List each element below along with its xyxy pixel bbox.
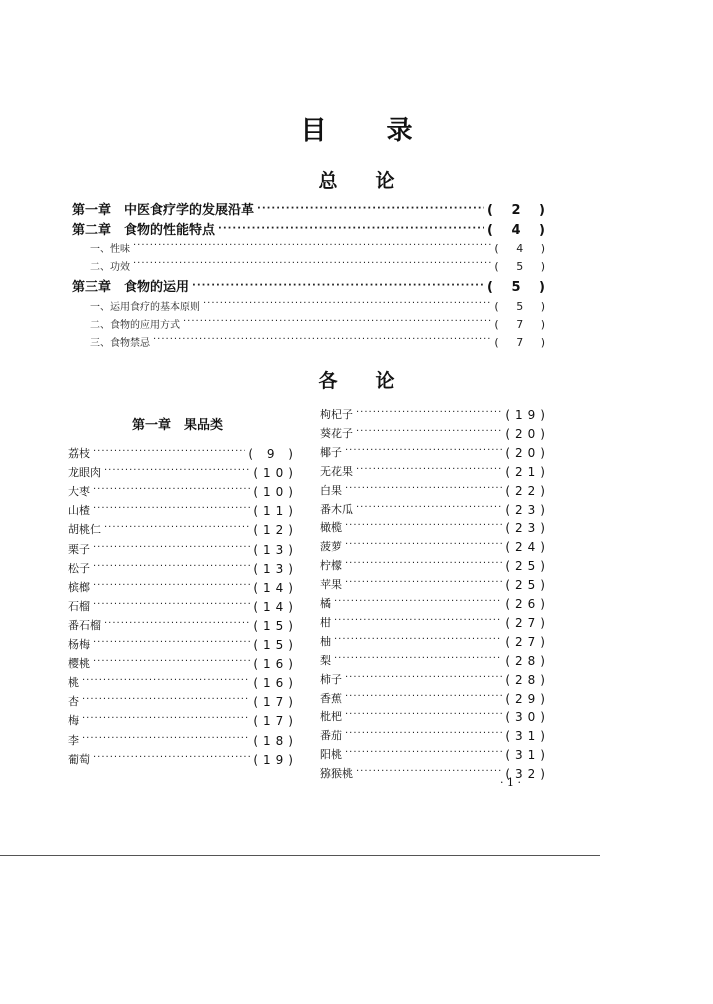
toc-entry-label: 第二章 食物的性能特点 — [72, 223, 216, 238]
toc-entry-page: (25) — [505, 578, 550, 593]
toc-entry-label: 杨梅 — [68, 638, 90, 651]
toc-entry-label: 白果 — [320, 483, 342, 497]
toc-entry — [320, 442, 550, 460]
toc-entry-page: (19) — [253, 752, 298, 767]
toc-leader-dots — [192, 280, 484, 292]
toc-entry — [68, 481, 298, 499]
toc-entry — [68, 500, 298, 518]
toc-entry-label: 第三章 食物的运用 — [72, 280, 190, 295]
bottom-rule — [0, 855, 600, 856]
toc-entry-label: 松子 — [68, 561, 90, 575]
toc-entry — [320, 706, 550, 724]
toc-entry-page: ( 5 ) — [487, 280, 552, 295]
toc-entry-page: (22) — [505, 483, 550, 498]
toc-entry-page: (27) — [505, 615, 550, 630]
toc-entry — [72, 218, 552, 238]
toc-entry-label: 番木瓜 — [320, 502, 353, 516]
toc-entry-page: (31) — [505, 729, 550, 744]
toc-entry-page: ( 2 ) — [487, 203, 552, 218]
toc-leader-dots — [345, 577, 502, 589]
toc-entry-page: (26) — [505, 597, 550, 611]
toc-entry-label: 橘 — [320, 597, 331, 610]
toc-leader-dots — [93, 637, 250, 649]
toc-leader-dots — [334, 634, 502, 646]
toc-entry — [320, 688, 550, 706]
toc-entry-label: 葵花子 — [320, 426, 353, 440]
toc-entry-label: 荔枝 — [68, 447, 90, 460]
section-heading-general — [0, 166, 713, 193]
toc-leader-dots — [93, 599, 250, 611]
toc-entry — [320, 725, 550, 743]
toc-entry — [72, 198, 552, 218]
toc-entry — [68, 519, 298, 537]
toc-entry-page: (10) — [253, 466, 298, 481]
toc-entry — [68, 615, 298, 633]
toc-entry-page: (31) — [505, 748, 550, 763]
toc-leader-dots — [345, 483, 502, 495]
section-heading-specific — [0, 366, 713, 393]
toc-leader-dots — [82, 713, 250, 725]
toc-entry — [72, 256, 552, 273]
toc-entry-label: 柿子 — [320, 672, 342, 686]
toc-leader-dots — [218, 223, 484, 235]
toc-entry — [68, 634, 298, 652]
toc-entry-label: 菠萝 — [320, 540, 342, 554]
toc-leader-dots — [93, 656, 250, 668]
toc-leader-dots — [104, 522, 250, 534]
toc-leader-dots — [345, 539, 502, 551]
toc-entry-page: (10) — [253, 485, 298, 500]
toc-entry — [320, 612, 550, 630]
toc-entry-page: (17) — [253, 714, 298, 729]
toc-entry-label: 梨 — [320, 653, 331, 667]
toc-entry — [68, 710, 298, 728]
toc-leader-dots — [153, 334, 491, 346]
toc-entry-label: 无花果 — [320, 464, 353, 478]
toc-entry — [320, 517, 550, 535]
toc-entry-page: (20) — [505, 445, 550, 460]
toc-leader-dots — [345, 691, 502, 703]
toc-entry-page: ( 5 ) — [494, 300, 552, 313]
left-chapter-heading: 第一章 果品类 — [132, 418, 224, 433]
toc-entry-page: (13) — [253, 561, 298, 576]
toc-entry-page: (14) — [253, 599, 298, 614]
toc-entry-label: 樱桃 — [68, 657, 90, 671]
toc-entry — [68, 691, 298, 709]
toc-entry-label: 槟榔 — [68, 580, 90, 594]
toc-entry-page: (28) — [505, 653, 550, 668]
toc-entry-page: (17) — [253, 695, 298, 710]
toc-entry — [320, 423, 550, 441]
toc-entry — [72, 314, 552, 331]
toc-entry — [320, 404, 550, 422]
toc-entry — [320, 669, 550, 687]
toc-entry-page: (28) — [505, 672, 550, 687]
toc-leader-dots — [93, 752, 250, 764]
toc-leader-dots — [203, 298, 491, 310]
toc-leader-dots — [356, 464, 502, 476]
toc-leader-dots — [345, 747, 502, 759]
toc-leader-dots — [345, 445, 502, 457]
toc-entry-label: 栗子 — [68, 542, 90, 556]
toc-entry-page: (21) — [505, 464, 550, 479]
page-title — [0, 110, 713, 147]
toc-entry-page: ( 4 ) — [487, 223, 552, 238]
toc-entry-label: 龙眼肉 — [68, 466, 101, 480]
toc-entry — [320, 650, 550, 668]
heading-part: 总 — [318, 170, 338, 192]
toc-entry — [68, 672, 298, 690]
toc-entry — [320, 536, 550, 554]
toc-entry — [72, 238, 552, 255]
toc-entry-label: 一、性味 — [90, 244, 130, 255]
toc-entry-label: 第一章 中医食疗学的发展沿革 — [72, 203, 255, 218]
toc-leader-dots — [133, 240, 491, 252]
toc-entry-label: 一、运用食疗的基本原则 — [90, 302, 200, 313]
toc-entry-label: 葡萄 — [68, 752, 90, 766]
toc-leader-dots — [104, 618, 250, 630]
toc-entry-page: (30) — [505, 710, 550, 725]
toc-entry-page: (27) — [505, 634, 550, 649]
toc-leader-dots — [345, 709, 502, 721]
toc-entry-label: 大枣 — [68, 485, 90, 499]
toc-leader-dots — [345, 520, 502, 532]
toc-entry-page: (25) — [505, 559, 550, 574]
toc-leader-dots — [93, 484, 250, 496]
toc-leader-dots — [82, 675, 250, 687]
toc-entry-label: 枸杞子 — [320, 408, 353, 421]
toc-entry-page: (24) — [505, 540, 550, 555]
toc-entry-label: 李 — [68, 733, 79, 747]
toc-entry — [320, 574, 550, 592]
toc-entry-label: 番茄 — [320, 729, 342, 743]
heading-part: 各 — [318, 370, 338, 392]
toc-entry-label: 胡桃仁 — [68, 523, 101, 537]
toc-entry-label: 二、食物的应用方式 — [90, 320, 180, 331]
toc-leader-dots — [356, 502, 502, 514]
toc-entry-page: (19) — [505, 408, 550, 422]
heading-part: 论 — [375, 170, 395, 192]
toc-entry-page: (15) — [253, 618, 298, 633]
toc-entry-page: ( 7 ) — [494, 336, 552, 349]
toc-entry-label: 椰子 — [320, 445, 342, 459]
toc-leader-dots — [345, 728, 502, 740]
toc-entry — [68, 730, 298, 748]
toc-entry — [68, 443, 298, 461]
page-title-part: 目 — [300, 116, 327, 146]
toc-leader-dots — [93, 542, 250, 554]
toc-entry-label: 阳桃 — [320, 748, 342, 762]
toc-entry-label: 柚 — [320, 634, 331, 648]
toc-leader-dots — [257, 203, 484, 215]
toc-entry — [68, 653, 298, 671]
toc-leader-dots — [93, 580, 250, 592]
toc-entry — [320, 499, 550, 517]
toc-leader-dots — [133, 258, 491, 270]
toc-leader-dots — [356, 766, 502, 778]
toc-entry — [320, 593, 550, 611]
page-number: · 1 · — [500, 776, 521, 789]
toc-entry-page: (13) — [253, 542, 298, 557]
toc-leader-dots — [82, 694, 250, 706]
toc-leader-dots — [93, 561, 250, 573]
toc-entry-label: 香蕉 — [320, 691, 342, 705]
toc-entry-label: 梅 — [68, 714, 79, 728]
toc-leader-dots — [356, 407, 502, 419]
toc-entry-page: ( 9 ) — [248, 447, 298, 461]
toc-leader-dots — [183, 316, 491, 328]
heading-part: 论 — [375, 370, 395, 392]
toc-entry — [320, 631, 550, 649]
toc-leader-dots — [334, 615, 502, 627]
toc-leader-dots — [82, 733, 250, 745]
toc-leader-dots — [345, 672, 502, 684]
toc-entry — [72, 296, 552, 313]
toc-entry-page: (14) — [253, 580, 298, 595]
toc-entry — [320, 744, 550, 762]
toc-entry-label: 猕猴桃 — [320, 767, 353, 781]
toc-entry-label: 山楂 — [68, 504, 90, 518]
toc-entry-page: (15) — [253, 638, 298, 652]
toc-entry — [68, 596, 298, 614]
toc-entry-label: 柑 — [320, 615, 331, 629]
toc-entry-label: 杏 — [68, 695, 79, 709]
toc-entry-page: (20) — [505, 426, 550, 441]
toc-entry-page: (16) — [253, 676, 298, 691]
toc-entry-label: 柠檬 — [320, 559, 342, 573]
toc-entry — [72, 332, 552, 349]
toc-entry — [68, 749, 298, 767]
page-title-part: 录 — [386, 116, 413, 146]
toc-entry — [320, 555, 550, 573]
toc-entry-page: ( 5 ) — [494, 260, 552, 273]
toc-entry-page: (18) — [253, 733, 298, 748]
toc-entry-label: 三、食物禁忌 — [90, 338, 150, 349]
toc-leader-dots — [345, 558, 502, 570]
toc-leader-dots — [356, 426, 502, 438]
toc-entry-label: 枇杷 — [320, 710, 342, 724]
toc-leader-dots — [93, 446, 245, 458]
toc-entry-page: (16) — [253, 657, 298, 672]
toc-entry — [68, 462, 298, 480]
toc-entry — [68, 539, 298, 557]
toc-leader-dots — [334, 596, 502, 608]
toc-entry-label: 桃 — [68, 676, 79, 690]
toc-entry — [72, 275, 552, 295]
toc-entry-page: ( 4 ) — [494, 242, 552, 255]
toc-entry-page: (29) — [505, 691, 550, 706]
toc-entry-page: (23) — [505, 502, 550, 517]
toc-entry-page: (12) — [253, 523, 298, 538]
toc-entry-page: ( 7 ) — [494, 318, 552, 331]
toc-entry-page: (23) — [505, 521, 550, 536]
toc-leader-dots — [93, 503, 250, 515]
toc-entry — [68, 577, 298, 595]
toc-entry — [320, 480, 550, 498]
toc-entry — [68, 558, 298, 576]
toc-entry-label: 橄榄 — [320, 521, 342, 535]
toc-entry — [320, 461, 550, 479]
toc-leader-dots — [334, 653, 502, 665]
toc-entry-label: 二、功效 — [90, 262, 130, 273]
toc-entry-label: 苹果 — [320, 578, 342, 592]
toc-entry-label: 石榴 — [68, 599, 90, 613]
toc-entry-page: (11) — [253, 504, 298, 519]
toc-entry-label: 番石榴 — [68, 618, 101, 632]
toc-leader-dots — [104, 465, 250, 477]
toc-entry-page: (32) — [505, 767, 550, 782]
